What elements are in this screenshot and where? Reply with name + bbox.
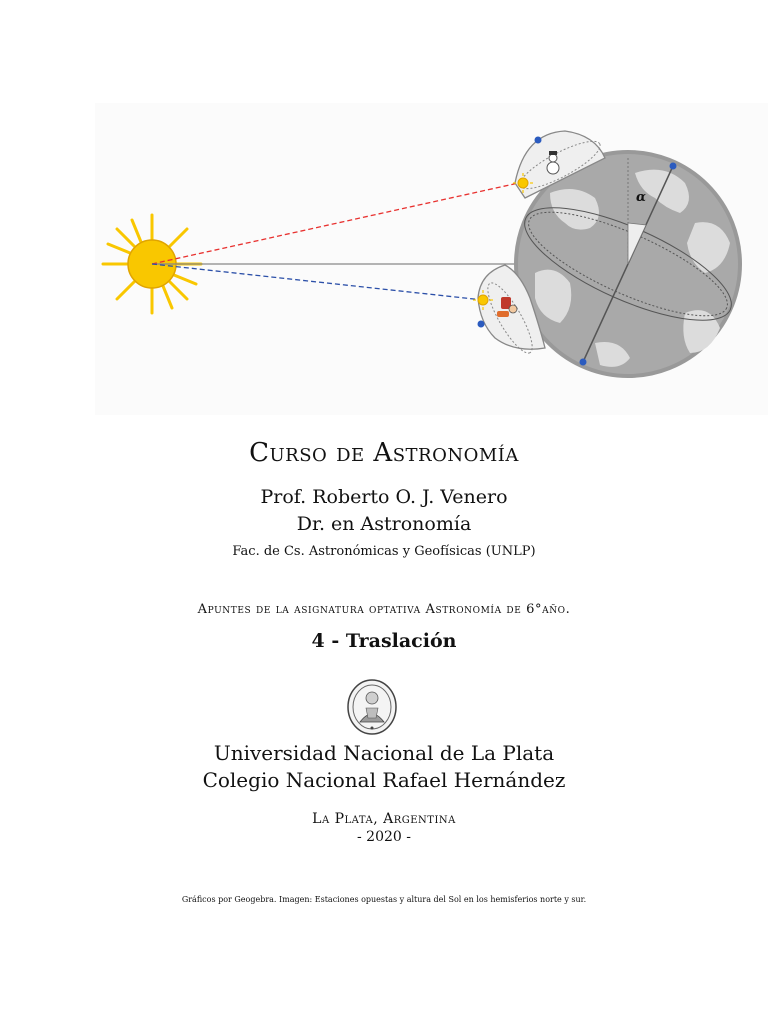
city-country: La Plata, Argentina xyxy=(312,811,456,827)
publication-year: - 2020 - xyxy=(357,829,411,845)
north-dome-zenith-point xyxy=(535,137,542,144)
image-credit: Gráficos por Geogebra. Imagen: Estaciones opuestas y altura del Sol en los hemisferios norte y sur. xyxy=(181,895,587,904)
seasons-diagram xyxy=(95,103,768,415)
alpha-label: α xyxy=(636,190,647,205)
seal-icon xyxy=(346,678,398,736)
subject-description: Apuntes de la asignatura optativa Astronomía de 6°año. xyxy=(197,602,571,617)
south-dome-zenith-point xyxy=(478,321,485,328)
course-title: Curso de Astronomía xyxy=(249,438,519,468)
chapter-title: 4 - Traslación xyxy=(311,630,457,652)
south-pole-point xyxy=(580,359,587,366)
author-name: Prof. Roberto O. J. Venero xyxy=(260,486,508,508)
faculty-name: Fac. de Cs. Astronómicas y Geofísicas (UNLP) xyxy=(232,544,536,559)
university-seal xyxy=(346,678,398,736)
seasons-illustration xyxy=(95,103,768,415)
school-name: Colegio Nacional Rafael Hernández xyxy=(202,768,566,792)
university-name: Universidad Nacional de La Plata xyxy=(213,741,555,765)
author-degree: Dr. en Astronomía xyxy=(296,513,472,535)
north-pole-point xyxy=(670,163,677,170)
